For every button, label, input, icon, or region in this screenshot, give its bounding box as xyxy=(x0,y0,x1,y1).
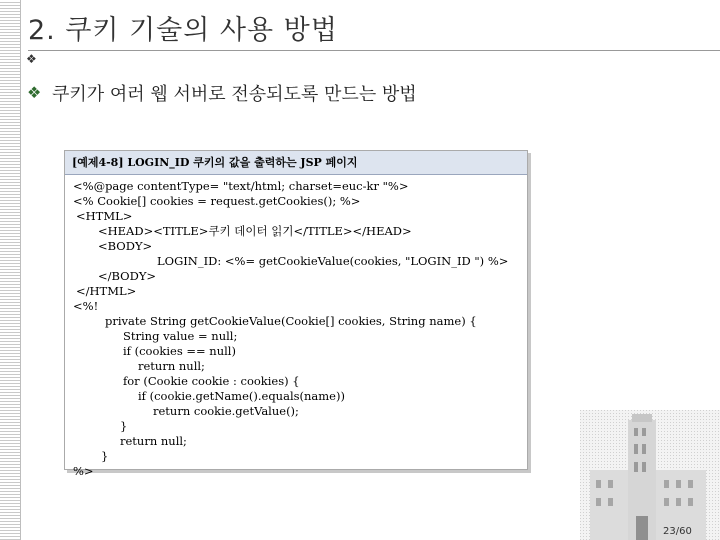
title-marker-icon: ❖ xyxy=(26,52,37,66)
title-rule xyxy=(28,50,720,51)
code-line: if (cookie.getName().equals(name)) xyxy=(138,389,345,403)
code-line: </HTML> xyxy=(76,284,137,298)
code-line: for (Cookie cookie : cookies) { xyxy=(123,374,300,388)
code-line: <HEAD><TITLE>쿠키 데이터 읽기</TITLE></HEAD> xyxy=(98,224,412,238)
slide-title: 2. 쿠키 기술의 사용 방법 xyxy=(28,15,338,46)
example-caption: [예제4-8] LOGIN_ID 쿠키의 값을 출력하는 JSP 페이지 xyxy=(72,156,358,169)
code-line: LOGIN_ID: <%= getCookieValue(cookies, "LOGIN_ID ") %> xyxy=(157,254,509,268)
code-line: private String getCookieValue(Cookie[] cookies, String name) { xyxy=(105,314,477,328)
code-line: return cookie.getValue(); xyxy=(153,404,299,418)
code-line: <%! xyxy=(73,299,99,313)
code-line: } xyxy=(101,449,109,463)
code-line: if (cookies == null) xyxy=(123,344,236,358)
code-line: return null; xyxy=(138,359,205,373)
code-line: String value = null; xyxy=(123,329,238,343)
code-line: <%@page contentType= "text/html; charset=euc-kr "%> xyxy=(73,179,409,193)
bullet-text: 쿠키가 여러 웹 서버로 전송되도록 만드는 방법 xyxy=(52,84,417,105)
code-line: </BODY> xyxy=(98,269,157,283)
code-example-box xyxy=(64,150,528,478)
margin-divider xyxy=(20,0,21,540)
code-line: } xyxy=(120,419,128,433)
code-line: %> xyxy=(73,464,94,478)
code-line: return null; xyxy=(120,434,187,448)
code-line: <% Cookie[] cookies = request.getCookies(); %> xyxy=(73,194,361,208)
left-striped-margin xyxy=(0,0,20,540)
code-line: <BODY> xyxy=(98,239,153,253)
code-line: <HTML> xyxy=(76,209,133,223)
building-illustration-icon xyxy=(580,410,720,540)
page-number: 23/60 xyxy=(663,526,692,537)
bullet-icon: ❖ xyxy=(27,83,42,102)
example-header xyxy=(65,151,527,175)
